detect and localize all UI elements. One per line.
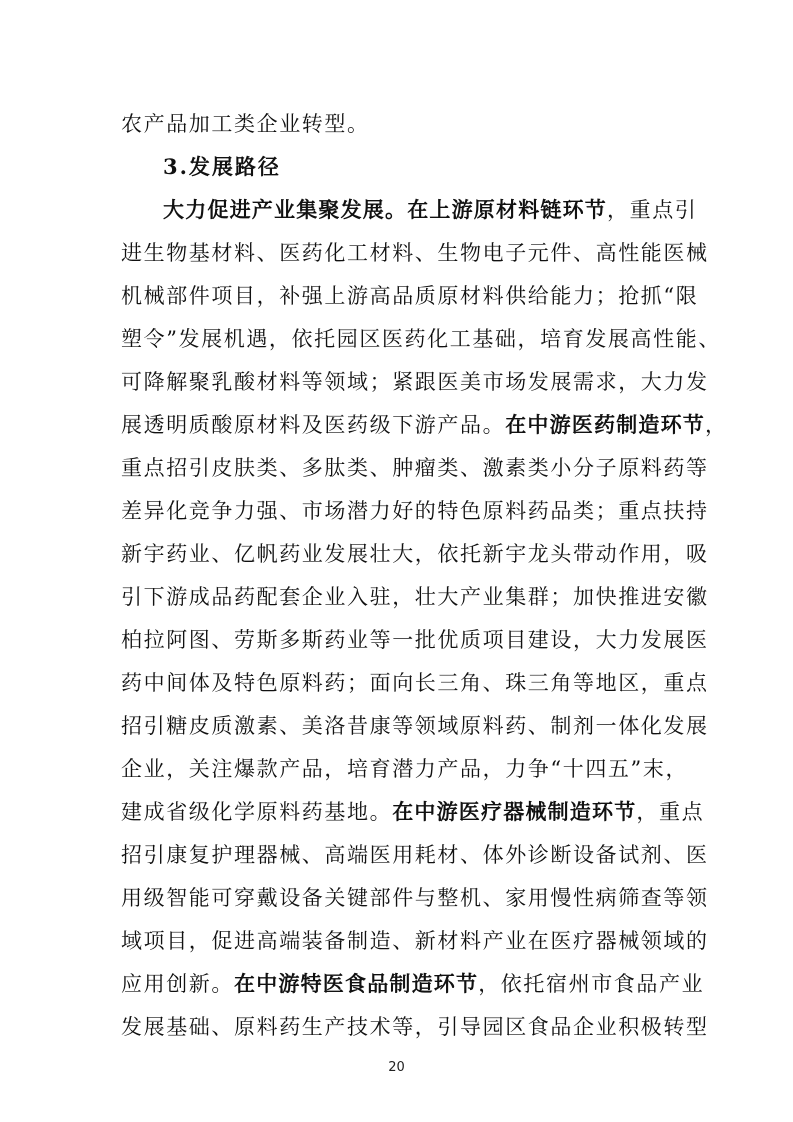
line-text: ， — [705, 413, 728, 437]
paragraph-line — [121, 665, 709, 701]
paragraph-line — [121, 622, 709, 658]
bold-lead-phrase: 大力促进产业集聚发展。在上游原材料链环节 — [163, 198, 607, 222]
line-text: 新宇药业、亿帆药业发展壮大，依托新宇龙头带动作用，吸 — [121, 542, 709, 566]
line-text: 药中间体及特色原料药；面向长三角、珠三角等地区，重点 — [121, 671, 709, 695]
line-text: 差异化竞争力强、市场潜力好的特色原料药品类；重点扶持 — [121, 499, 709, 523]
paragraph-line — [121, 450, 709, 486]
line-text: 进生物基材料、医药化工材料、生物电子元件、高性能医械 — [121, 241, 709, 265]
heading-text: 3.发展路径 — [163, 154, 281, 179]
paragraph-line — [121, 751, 689, 787]
paragraph-line — [121, 708, 709, 744]
paragraph-line — [121, 364, 709, 400]
line-text: 机械部件项目，补强上游高品质原材料供给能力；抢抓“限 — [121, 284, 699, 308]
page-number: 20 — [388, 1060, 405, 1075]
line-text: 企业，关注爆款产品，培育潜力产品，力争“十四五”末， — [121, 757, 689, 781]
line-text: ，依托宿州市食品产业 — [478, 972, 705, 996]
paragraph-line — [121, 536, 709, 572]
paragraph-line — [121, 493, 709, 529]
paragraph-line — [121, 837, 709, 873]
line-text: 塑令”发展机遇，依托园区医药化工基础，培育发展高性能、 — [121, 327, 721, 351]
section-heading — [163, 149, 681, 185]
paragraph-line — [121, 407, 728, 443]
line-text: 重点招引皮肤类、多肽类、肿瘤类、激素类小分子原料药等 — [121, 456, 709, 480]
paragraph-line — [121, 106, 681, 142]
line-text: 招引康复护理器械、高端医用耗材、体外诊断设备试剂、医 — [121, 843, 709, 867]
line-text: 可降解聚乳酸材料等领域；紧跟医美市场发展需求，大力发 — [121, 370, 709, 394]
bold-phrase: 在中游医疗器械制造环节 — [392, 800, 637, 824]
line-text: ，重点引 — [607, 198, 698, 222]
bold-phrase: 在中游特医食品制造环节 — [234, 972, 479, 996]
bold-phrase: 在中游医药制造环节 — [505, 413, 706, 437]
paragraph-line — [121, 1009, 709, 1045]
line-text: 应用创新。 — [121, 972, 234, 996]
paragraph-line — [121, 966, 705, 1002]
line-text: 柏拉阿图、劳斯多斯药业等一批优质项目建设，大力发展医 — [121, 628, 709, 652]
line-text: 域项目，促进高端装备制造、新材料产业在医疗器械领域的 — [121, 929, 709, 953]
line-text: 农产品加工类企业转型。 — [121, 112, 370, 136]
paragraph-line — [163, 192, 698, 228]
line-text: 招引糖皮质激素、美洛昔康等领域原料药、制剂一体化发展 — [121, 714, 709, 738]
paragraph-line — [121, 923, 709, 959]
paragraph-line — [121, 235, 709, 271]
line-text: 引下游成品药配套企业入驻，壮大产业集群；加快推进安徽 — [121, 585, 709, 609]
line-text: 发展基础、原料药生产技术等，引导园区食品企业积极转型 — [121, 1015, 709, 1039]
paragraph-line — [121, 794, 705, 830]
paragraph-line — [121, 880, 709, 916]
line-text: 用级智能可穿戴设备关键部件与整机、家用慢性病筛查等领 — [121, 886, 709, 910]
line-text: 建成省级化学原料药基地。 — [121, 800, 393, 824]
paragraph-line — [121, 278, 699, 314]
paragraph-line — [121, 579, 709, 615]
paragraph-line — [121, 321, 721, 357]
line-text: ，重点 — [636, 800, 705, 824]
line-text: 展透明质酸原材料及医药级下游产品。 — [121, 413, 506, 437]
